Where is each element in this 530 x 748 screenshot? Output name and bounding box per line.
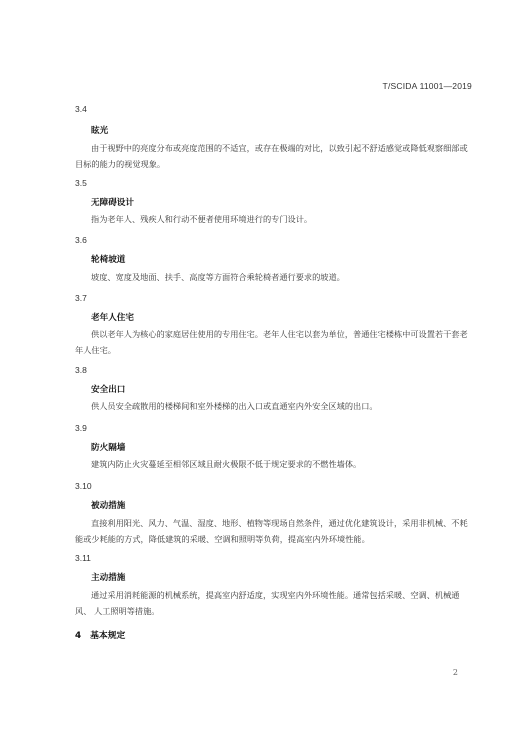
section-heading	[75, 628, 125, 641]
clause-number: 3.9	[75, 423, 87, 433]
clause-number: 3.4	[75, 104, 87, 114]
document-code: T/SCIDA 11001—2019	[382, 81, 472, 91]
term-definition: 供以老年人为核心的家庭居住使用的专用住宅。老年人住宅以套为单位，普通住宅楼栋中可设置若干套老年人住宅。	[75, 329, 468, 355]
clause-number: 3.7	[75, 293, 87, 303]
clause-number: 3.8	[75, 365, 87, 375]
term-title: 无障碍设计	[91, 198, 134, 208]
term-title: 主动措施	[91, 573, 126, 583]
term-definition: 供人员安全疏散用的楼梯间和室外楼梯的出入口或直通室内外安全区域的出口。	[91, 401, 378, 411]
clause-number: 3.5	[75, 178, 87, 188]
term-title: 被动措施	[91, 501, 126, 511]
clause-number: 3.6	[75, 235, 87, 245]
term-definition: 由于视野中的亮度分布或亮度范围的不适宜，或存在极端的对比，以致引起不舒适感觉或降低观察细部或目标的能力的视觉现象。	[75, 143, 468, 169]
term-title: 轮椅坡道	[91, 255, 126, 265]
page-number: 2	[452, 668, 458, 677]
term-title: 老年人住宅	[91, 313, 134, 323]
term-title: 防火隔墙	[91, 443, 126, 453]
term-definition: 通过采用消耗能源的机械系统，提高室内舒适度，实现室内外环境性能。通常包括采暖、空调、机械通风、 人工照明等措施。	[75, 590, 460, 616]
section-number: 4	[75, 631, 82, 641]
term-definition: 坡度、宽度及地面、扶手、高度等方面符合乘轮椅者通行要求的坡道。	[91, 272, 345, 282]
clause-number: 3.10	[75, 481, 92, 491]
section-title: 基本规定	[90, 631, 126, 641]
term-definition: 直接利用阳光、风力、气温、湿度、地形、植物等现场自然条件，通过优化建筑设计，采用非机械、不耗能或少耗能的方式，降低建筑的采暖、空调和照明等负荷，提高室内外环境性能。	[75, 518, 468, 544]
term-title: 安全出口	[91, 385, 126, 395]
term-definition: 指为老年人、残疾人和行动不便者使用环境进行的专门设计。	[91, 214, 313, 224]
term-title: 眩光	[91, 126, 109, 136]
clause-number: 3.11	[75, 553, 91, 563]
term-definition: 建筑内防止火灾蔓延至相邻区域且耐火极限不低于规定要求的不燃性墙体。	[91, 459, 362, 469]
